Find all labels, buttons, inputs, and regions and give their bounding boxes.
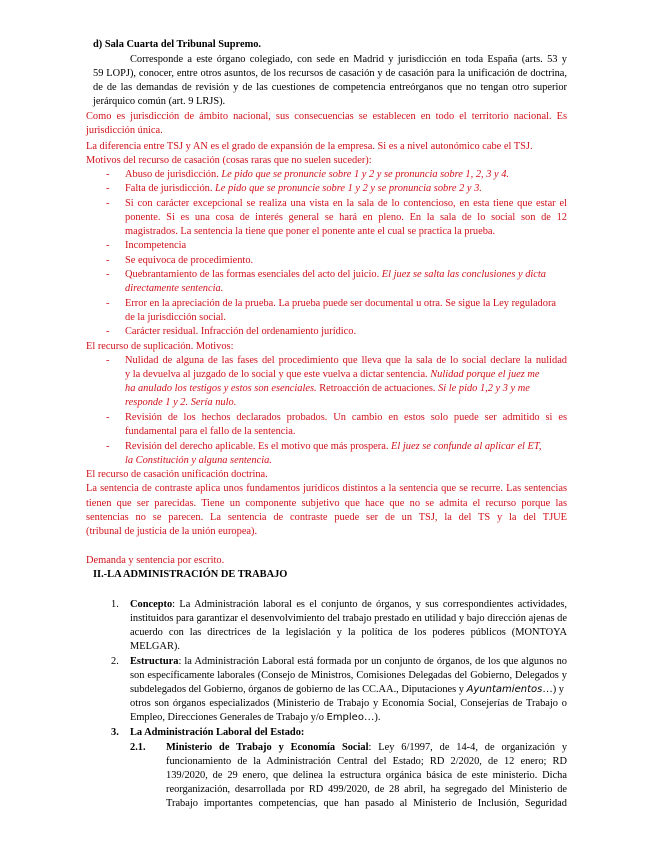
- list-item-line: magistrados. La sentencia la tiene que poner el ponente ante el cual se practica la prueba.: [125, 226, 496, 237]
- list-number: 1.: [111, 599, 119, 610]
- list-item: Si con carácter excepcional se realiza una vista en la sala de lo contencioso, en esta tiene que estar el: [125, 198, 567, 209]
- list-item: Carácter residual. Infracción del ordenamiento jurídico.: [125, 326, 357, 337]
- list-item-line: directamente sentencia.: [125, 283, 224, 294]
- section-heading-sala-cuarta: d) Sala Cuarta del Tribunal Supremo.: [93, 39, 262, 50]
- bullet-dash: -: [106, 441, 110, 452]
- bullet-dash: -: [106, 298, 110, 309]
- list-item-line: 139/2020, de 29 enero, que delinea la estructura orgánica básica de este ministerio. Dicha: [166, 770, 567, 781]
- paragraph-line: Corresponde a este órgano colegiado, con sede en Madrid y jurisdicción en toda España (arts. 53 y: [130, 54, 567, 65]
- note-line: Motivos del recurso de casación (cosas raras que no suelen suceder):: [86, 155, 372, 166]
- list-item-line: MELGAR).: [130, 641, 180, 652]
- list-item-line: fundamental para el fallo de la sentencia.: [125, 426, 296, 437]
- paragraph-line: tienen que ser parecidas. Tiene un componente subjetivo que hace que no se admita el recurso porque las: [86, 498, 567, 509]
- list-item-line: responde 1 y 2. Sería nulo.: [125, 397, 237, 408]
- list-item-line: la Constitución y alguna sentencia.: [125, 455, 272, 466]
- list-number: 2.1.: [130, 742, 146, 753]
- paragraph-line: La sentencia de contraste aplica unos fundamentos jurídicos distintos a la sentencia que se recurre. Las sentencias: [86, 483, 567, 494]
- list-item-line: Empleo, Direcciones Generales de Trabajo y/o Empleo…).: [130, 712, 381, 723]
- list-item: Revisión de los hechos declarados probados. Un cambio en estos solo puede ser admitido si es: [125, 412, 567, 423]
- list-item-line: reorganización, desarrollada por RD 499/2020, de 28 abril, ha segregado del Ministerio de: [166, 784, 567, 795]
- bullet-dash: -: [106, 355, 110, 366]
- list-item-line: instituidos para garantizar el desenvolvimiento del trabajo prestado en utilidad y bajo dirección ajenas de: [130, 613, 567, 624]
- subsection-title: El recurso de suplicación. Motivos:: [86, 341, 234, 352]
- list-item-line: Trabajo importantes competencias, que han pasado al Ministerio de Inclusión, Seguridad: [166, 798, 567, 809]
- list-item: Abuso de jurisdicción. Le pido que se pronuncie sobre 1 y 2 y se pronuncia sobre 1, 2, 3 y 4.: [125, 169, 510, 180]
- list-item-title: La Administración Laboral del Estado:: [130, 727, 305, 738]
- bullet-dash: -: [106, 326, 110, 337]
- list-item-line: de la jurisdicción social.: [125, 312, 226, 323]
- list-item-line: son específicamente laborales (Consejo de Ministros, Comisiones Delegadas del Gobierno, Delegados y: [130, 670, 567, 681]
- subsection-title: El recurso de casación unificación doctrina.: [86, 469, 268, 480]
- list-item: Concepto: La Administración laboral es el conjunto de órganos, y sus correspondientes actividades,: [130, 599, 567, 610]
- list-item-line: otros son órganos especializados (Ministerio de Trabajo y Economía Social, Consejerías de Trabajo o: [130, 698, 567, 709]
- note-line: Demanda y sentencia por escrito.: [86, 555, 225, 566]
- list-item-line: y la devuelva al juzgado de lo social y que este vuelva a dictar sentencia. Nulidad porque el juez me: [125, 369, 540, 380]
- list-item: Ministerio de Trabajo y Economía Social: Ley 6/1997, de 14-4, de organización y: [166, 742, 567, 753]
- note-line: jurisdicción única.: [86, 125, 163, 136]
- list-item: Error en la apreciación de la prueba. La prueba puede ser documental u otra. Se sigue la Ley reguladora: [125, 298, 557, 309]
- paragraph-line: jerárquico común (art. 9 LRJS).: [93, 96, 226, 107]
- list-item-line: subdelegados del Gobierno, órganos de gobierno de las CC.AA., Diputaciones y Ayuntamientos…) y: [130, 684, 564, 695]
- bullet-dash: -: [106, 198, 110, 209]
- list-number: 2.: [111, 656, 119, 667]
- list-item-line: funcionamiento de la Administración Central del Estado; RD 2/2020, de 12 enero; RD: [166, 756, 567, 767]
- bullet-dash: -: [106, 183, 110, 194]
- bullet-dash: -: [106, 169, 110, 180]
- list-item: Se equivoca de procedimiento.: [125, 255, 254, 266]
- paragraph-line: sentencias no se parecen. La sentencia de contraste puede ser de un TSJ, la del TS y la del TJUE: [86, 512, 567, 523]
- note-line: La diferencia entre TSJ y AN es el grado de expansión de la empresa. Si es a nivel autonómico cabe el TSJ.: [86, 141, 533, 152]
- list-item-line: ha anulado los testigos y estos son esenciales. Retroacción de actuaciones. Si le pido 1,2 y 3 y me: [125, 383, 530, 394]
- list-item: Revisión del derecho aplicable. Es el motivo que más prospera. El juez se confunde al aplicar el ET,: [125, 441, 542, 452]
- bullet-dash: -: [106, 255, 110, 266]
- list-item: Incompetencia: [125, 240, 187, 251]
- note-line: Como es jurisdicción de ámbito nacional, sus consecuencias se establecen en todo el territorio nacional. Es: [86, 111, 567, 122]
- paragraph-line: (tribunal de justicia de la unión europea).: [86, 526, 258, 537]
- list-item-line: acuerdo con las directrices de la legislación y la política de los poderes públicos (MONTOYA: [130, 627, 567, 638]
- list-item: Falta de jurisdicción. Le pido que se pronuncie sobre 1 y 2 y se pronuncia sobre 2 y 3.: [125, 183, 482, 194]
- paragraph-line: 59 LOPJ), conocer, entre otros asuntos, de los recursos de casación y de casación para la unificación de doctrina,: [93, 68, 567, 79]
- list-item: Estructura: la Administración Laboral está formada por un conjunto de órganos, de los que algunos no: [130, 656, 567, 667]
- bullet-dash: -: [106, 412, 110, 423]
- list-item-line: ponente. Si es una cosa de interés general se hará en pleno. En la sala de lo social son de 12: [125, 212, 567, 223]
- bullet-dash: -: [106, 240, 110, 251]
- bullet-dash: -: [106, 269, 110, 280]
- list-number: 3.: [111, 727, 119, 738]
- paragraph-line: de de las demandas de revisión y de las cuestiones de competencia entreórganos que no tengan otro superior: [93, 82, 567, 93]
- list-item: Quebrantamiento de las formas esenciales del acto del juicio. El juez se salta las conclusiones y dicta: [125, 269, 547, 280]
- list-item: Nulidad de alguna de las fases del procedimiento que lleva que la sala de lo social declare la nulidad: [125, 355, 567, 366]
- section-title: II.-LA ADMINISTRACIÓN DE TRABAJO: [93, 569, 288, 580]
